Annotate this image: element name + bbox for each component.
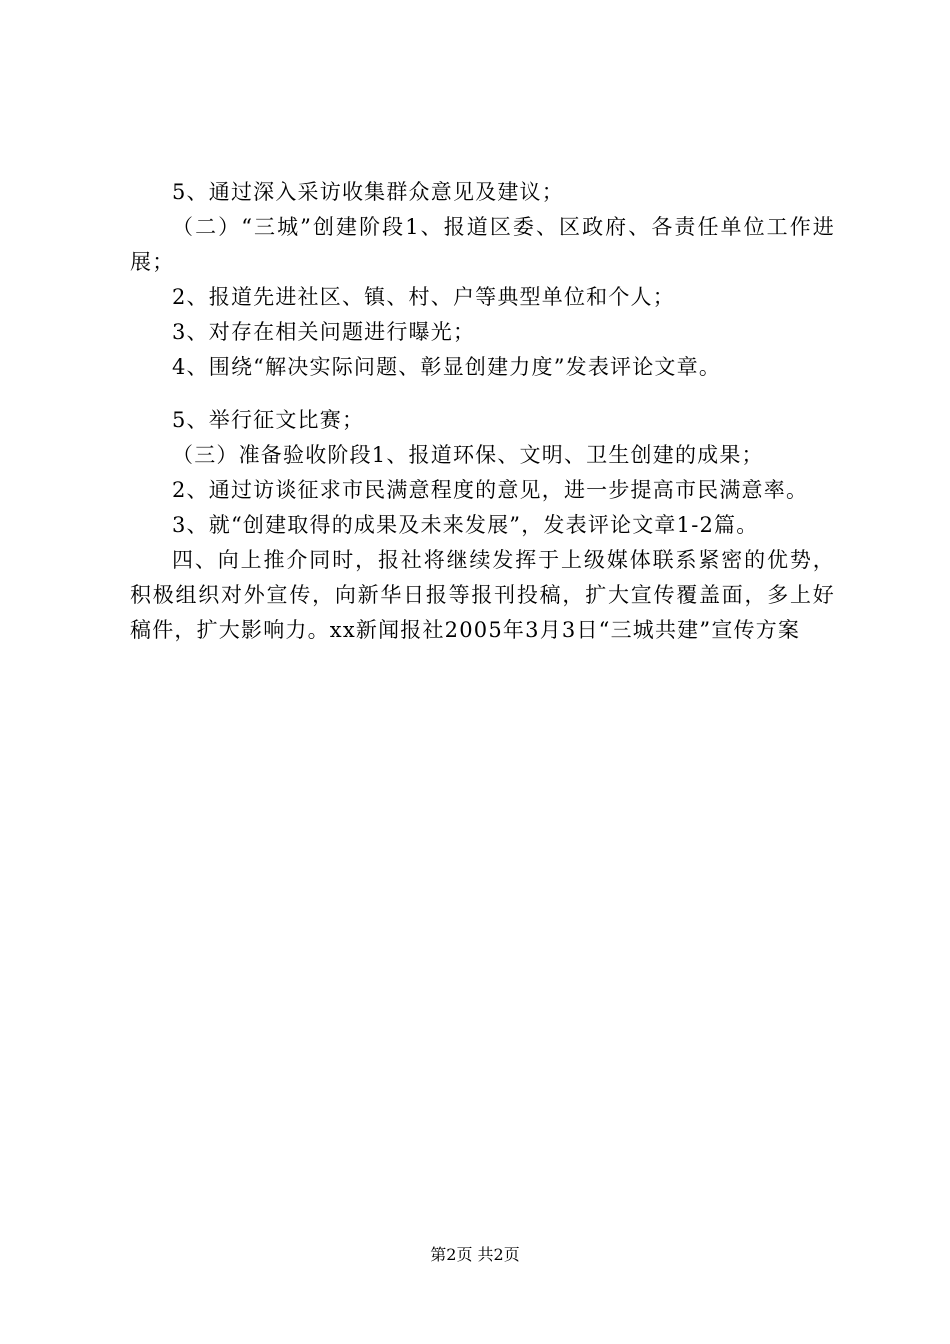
page-footer (0, 1245, 950, 1265)
paragraph-4: 3、对存在相关问题进行曝光； (172, 320, 476, 344)
page-number-label: 第2页 共2页 (430, 1245, 520, 1264)
document-body (130, 175, 835, 648)
paragraph-1: 5、通过深入采访收集群众意见及建议； (172, 180, 564, 204)
paragraph-5: 4、围绕“解决实际问题、彰显创建力度”发表评论文章。 (172, 355, 722, 379)
paragraph-3: 2、报道先进社区、镇、村、户等典型单位和个人； (172, 285, 675, 309)
paragraph-2: （二）“三城”创建阶段1、报道区委、区政府、各责任单位工作进展； (130, 215, 835, 274)
paragraph-10: 四、向上推介同时，报社将继续发挥于上级媒体联系紧密的优势，积极组织对外宣传，向新华日报等报刊投稿，扩大宣传覆盖面，多上好稿件，扩大影响力。xx新闻报社2005年3月3日“三城共建”宣传方案 (130, 548, 835, 642)
paragraph-9: 3、就“创建取得的成果及未来发展”，发表评论文章1-2篇。 (172, 513, 759, 537)
paragraph-7: （三）准备验收阶段1、报道环保、文明、卫生创建的成果； (172, 443, 764, 467)
paragraph-6: 5、举行征文比赛； (172, 408, 365, 432)
paragraph-8: 2、通过访谈征求市民满意程度的意见，进一步提高市民满意率。 (172, 478, 809, 502)
